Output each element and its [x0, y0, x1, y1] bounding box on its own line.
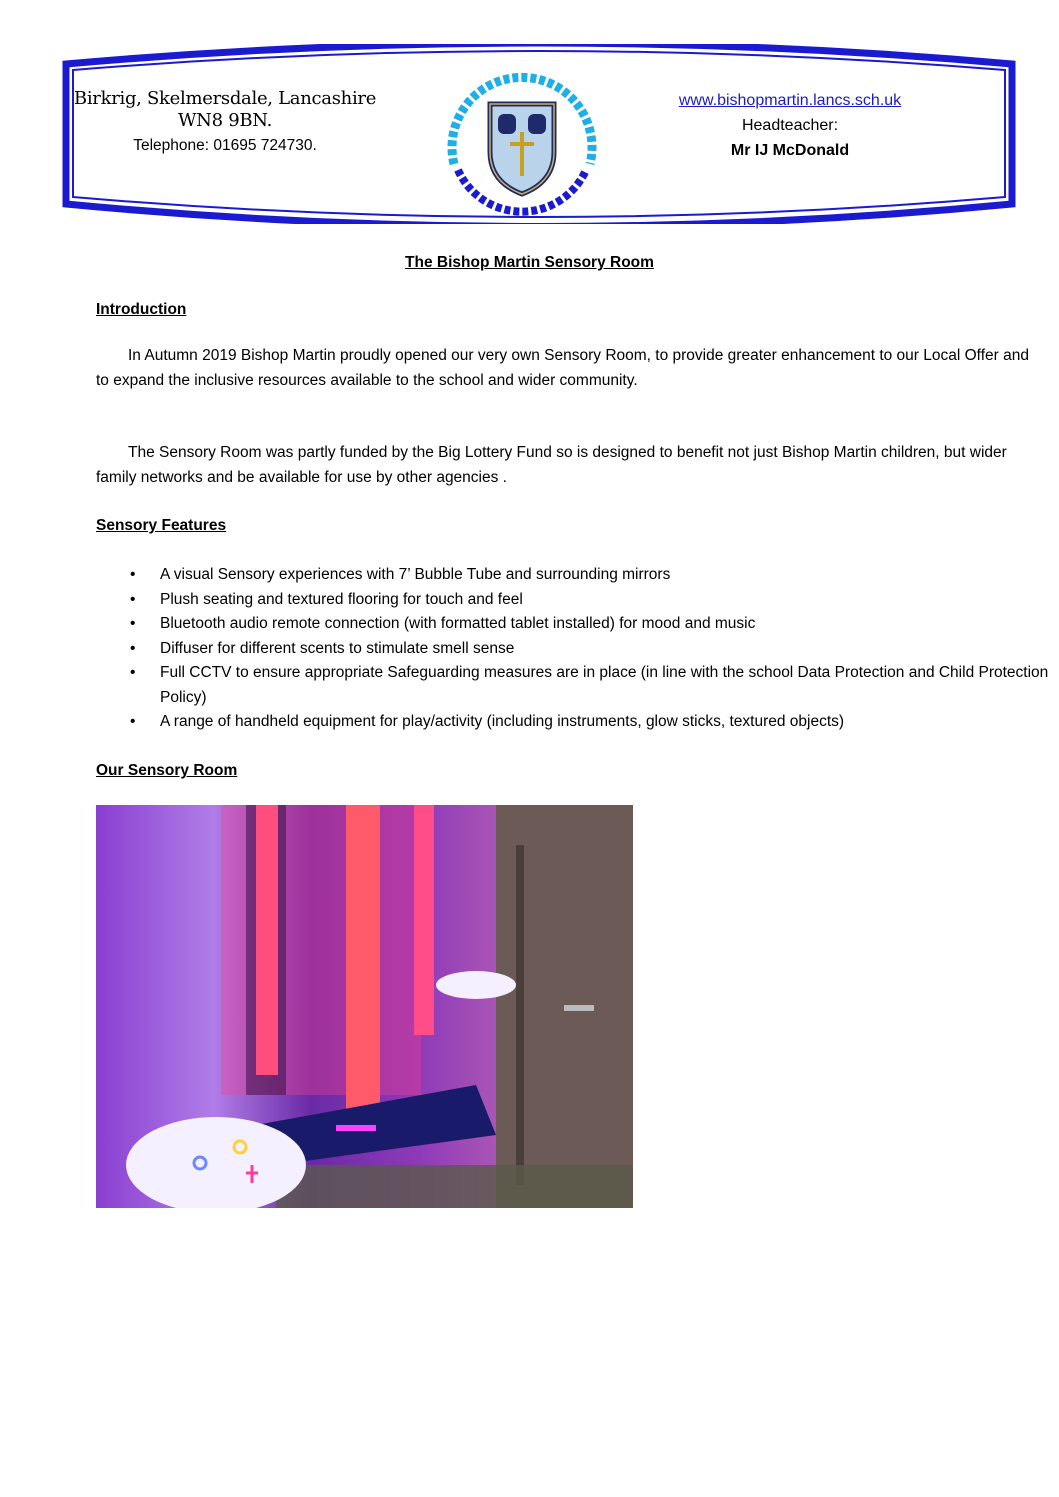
school-logo: [432, 52, 612, 220]
document-title: The Bishop Martin Sensory Room: [405, 254, 654, 271]
headteacher-label: Headteacher:: [741, 117, 839, 134]
sensory-features-list: [96, 563, 1051, 735]
sensory-features-heading: Sensory Features: [96, 517, 227, 534]
sensory-room-photo: [96, 805, 633, 1208]
our-sensory-room-heading: Our Sensory Room: [96, 762, 238, 779]
school-website-link[interactable]: www.bishopmartin.lancs.sch.uk: [678, 92, 902, 109]
list-item: • Bluetooth audio remote connection (with formatted tablet installed) for mood and music: [96, 612, 1051, 637]
school-address: [70, 88, 380, 155]
address-line-2: WN8 9BN.: [177, 110, 273, 131]
headteacher-name: Mr IJ McDonald: [730, 142, 850, 159]
list-item: • Full CCTV to ensure appropriate Safeguarding measures are in place (in line with the school Data Protection and Child Protection Policy): [96, 661, 1051, 710]
school-contact: [640, 88, 940, 163]
list-item: • A visual Sensory experiences with 7’ Bubble Tube and surrounding mirrors: [96, 563, 1051, 588]
telephone: Telephone: 01695 724730.: [133, 137, 317, 154]
introduction-paragraph-1: In Autumn 2019 Bishop Martin proudly opened our very own Sensory Room, to provide greater enhancement to our Local Offer and to expand the inclusive resources available to the school and wider community.: [96, 347, 1029, 389]
introduction-paragraph-2: The Sensory Room was partly funded by the Big Lottery Fund so is designed to benefit not just Bishop Martin children, but wider family networks and be available for use by other agencies .: [96, 444, 1007, 486]
list-item: • Plush seating and textured flooring for touch and feel: [96, 588, 1051, 613]
list-item: • Diffuser for different scents to stimulate smell sense: [96, 637, 1051, 662]
introduction-heading: Introduction: [96, 301, 187, 318]
address-line-1: Birkrig, Skelmersdale, Lancashire: [73, 88, 377, 109]
list-item: • A range of handheld equipment for play/activity (including instruments, glow sticks, textured objects): [96, 710, 1051, 735]
